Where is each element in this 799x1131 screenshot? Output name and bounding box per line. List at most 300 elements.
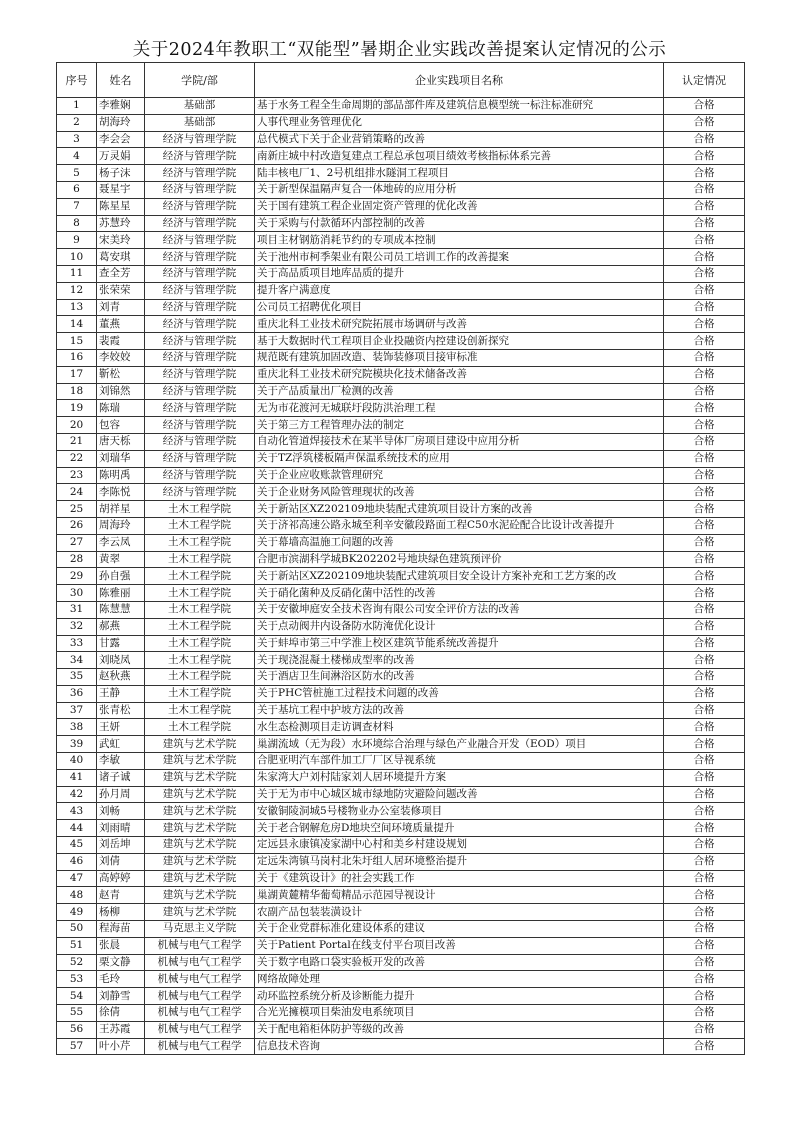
- cell-result: 合格: [664, 534, 745, 551]
- cell-project: 信息技术咨询: [255, 1038, 664, 1055]
- cell-dept: 机械与电气工程学: [145, 1021, 255, 1038]
- table-row: [57, 853, 745, 870]
- cell-project: 动环监控系统分析及诊断能力提升: [255, 988, 664, 1005]
- cell-project: 人事代理业务管理优化: [255, 114, 664, 131]
- cell-project: 基于大数据时代工程项目企业投融资内控建设创新探究: [255, 333, 664, 350]
- cell-project: 关于高品质项目地库品质的提升: [255, 265, 664, 282]
- cell-result: 合格: [664, 1005, 745, 1022]
- table-row: [57, 820, 745, 837]
- table-row: [57, 786, 745, 803]
- cell-project: 关于Patient Portal在线支付平台项目改善: [255, 937, 664, 954]
- cell-no: 27: [57, 534, 97, 551]
- cell-name: 李云凤: [97, 534, 145, 551]
- cell-result: 合格: [664, 988, 745, 1005]
- cell-project: 关于企业党群标准化建设体系的建议: [255, 921, 664, 938]
- table-row: [57, 803, 745, 820]
- cell-result: 合格: [664, 265, 745, 282]
- table-row: [57, 837, 745, 854]
- table-row: [57, 450, 745, 467]
- cell-name: 刘静雪: [97, 988, 145, 1005]
- cell-result: 合格: [664, 349, 745, 366]
- cell-name: 黄翠: [97, 551, 145, 568]
- cell-no: 47: [57, 870, 97, 887]
- table-row: [57, 249, 745, 266]
- cell-name: 王苏霞: [97, 1021, 145, 1038]
- cell-project: 关于企业应收账款管理研究: [255, 467, 664, 484]
- cell-dept: 土木工程学院: [145, 635, 255, 652]
- cell-dept: 建筑与艺术学院: [145, 887, 255, 904]
- header-dept: 学院/部: [145, 63, 255, 98]
- table-row: [57, 988, 745, 1005]
- table-row: [57, 383, 745, 400]
- cell-no: 4: [57, 148, 97, 165]
- table-row: [57, 937, 745, 954]
- cell-no: 14: [57, 316, 97, 333]
- cell-project: 关于池州市柯季架业有限公司员工培训工作的改善提案: [255, 249, 664, 266]
- cell-result: 合格: [664, 299, 745, 316]
- cell-result: 合格: [664, 1021, 745, 1038]
- cell-no: 16: [57, 349, 97, 366]
- cell-result: 合格: [664, 501, 745, 518]
- cell-project: 关于基坑工程中护坡方法的改善: [255, 702, 664, 719]
- cell-dept: 土木工程学院: [145, 501, 255, 518]
- cell-name: 程海苗: [97, 921, 145, 938]
- cell-name: 葛安琪: [97, 249, 145, 266]
- cell-dept: 土木工程学院: [145, 551, 255, 568]
- table-header-row: [57, 63, 745, 98]
- cell-result: 合格: [664, 215, 745, 232]
- table-row: [57, 904, 745, 921]
- cell-project: 陆丰核电厂1、2号机组排水隧洞工程项目: [255, 165, 664, 182]
- table-row: [57, 517, 745, 534]
- cell-project: 关于老合钢解危房D地块空间环境质量提升: [255, 820, 664, 837]
- cell-name: 陈瑞: [97, 400, 145, 417]
- cell-project: 合肥市滨湖科学城BK202202号地块绿色建筑预评价: [255, 551, 664, 568]
- cell-no: 33: [57, 635, 97, 652]
- cell-project: 关于点动阀井内设备防水防淹优化设计: [255, 618, 664, 635]
- cell-no: 11: [57, 265, 97, 282]
- cell-dept: 建筑与艺术学院: [145, 904, 255, 921]
- cell-project: 总代模式下关于企业营销策略的改善: [255, 131, 664, 148]
- cell-dept: 建筑与艺术学院: [145, 753, 255, 770]
- cell-dept: 经济与管理学院: [145, 148, 255, 165]
- cell-project: 合光光擁模项目柴油发电系统项目: [255, 1005, 664, 1022]
- cell-project: 南新庄城中村改造复建点工程总承包项目绩效考核指标体系完善: [255, 148, 664, 165]
- cell-dept: 机械与电气工程学: [145, 954, 255, 971]
- table-row: [57, 736, 745, 753]
- cell-result: 合格: [664, 114, 745, 131]
- cell-name: 叶小芹: [97, 1038, 145, 1055]
- table-row: [57, 333, 745, 350]
- cell-result: 合格: [664, 669, 745, 686]
- table-row: [57, 349, 745, 366]
- cell-result: 合格: [664, 702, 745, 719]
- cell-project: 水生态检测项目走访调查材料: [255, 719, 664, 736]
- cell-dept: 经济与管理学院: [145, 450, 255, 467]
- table-row: [57, 165, 745, 182]
- cell-no: 2: [57, 114, 97, 131]
- cell-project: 朱家湾大户刘村陆家刘人居环境提升方案: [255, 769, 664, 786]
- cell-name: 张青松: [97, 702, 145, 719]
- cell-no: 55: [57, 1005, 97, 1022]
- cell-name: 董燕: [97, 316, 145, 333]
- cell-project: 重庆北科工业技术研究院拓展市场调研与改善: [255, 316, 664, 333]
- cell-dept: 土木工程学院: [145, 618, 255, 635]
- cell-dept: 建筑与艺术学院: [145, 769, 255, 786]
- cell-project: 关于第三方工程管理办法的制定: [255, 417, 664, 434]
- cell-name: 王静: [97, 685, 145, 702]
- cell-name: 李陈悦: [97, 484, 145, 501]
- cell-dept: 经济与管理学院: [145, 165, 255, 182]
- cell-result: 合格: [664, 148, 745, 165]
- table-row: [57, 198, 745, 215]
- header-project: 企业实践项目名称: [255, 63, 664, 98]
- cell-dept: 经济与管理学院: [145, 316, 255, 333]
- table-row: [57, 702, 745, 719]
- cell-dept: 经济与管理学院: [145, 265, 255, 282]
- cell-project: 关于蚌埠市第三中学淮上校区建筑节能系统改善提升: [255, 635, 664, 652]
- table-row: [57, 971, 745, 988]
- cell-project: 巢湖流域（无为段）水环境综合治理与绿色产业融合开发（EOD）项目: [255, 736, 664, 753]
- cell-result: 合格: [664, 433, 745, 450]
- cell-project: 关于安徽坤庭安全技术咨询有限公司安全评价方法的改善: [255, 601, 664, 618]
- cell-name: 孙自强: [97, 568, 145, 585]
- cell-project: 关于现浇混凝土楼梯成型率的改善: [255, 652, 664, 669]
- table-row: [57, 585, 745, 602]
- table-row: [57, 215, 745, 232]
- cell-dept: 土木工程学院: [145, 534, 255, 551]
- cell-result: 合格: [664, 484, 745, 501]
- table-row: [57, 652, 745, 669]
- cell-name: 诸子诚: [97, 769, 145, 786]
- cell-result: 合格: [664, 853, 745, 870]
- cell-result: 合格: [664, 198, 745, 215]
- cell-name: 陈雅丽: [97, 585, 145, 602]
- cell-project: 关于幕墙高温施工问题的改善: [255, 534, 664, 551]
- table-row: [57, 181, 745, 198]
- cell-no: 32: [57, 618, 97, 635]
- cell-result: 合格: [664, 719, 745, 736]
- table-row: [57, 1038, 745, 1055]
- cell-no: 7: [57, 198, 97, 215]
- cell-no: 21: [57, 433, 97, 450]
- cell-result: 合格: [664, 652, 745, 669]
- cell-dept: 经济与管理学院: [145, 181, 255, 198]
- cell-project: 安徽铜陵洞城5号楼物业办公室装修项目: [255, 803, 664, 820]
- cell-project: 关于《建筑设计》的社会实践工作: [255, 870, 664, 887]
- cell-result: 合格: [664, 870, 745, 887]
- cell-name: 陈明禹: [97, 467, 145, 484]
- table-row: [57, 114, 745, 131]
- cell-dept: 土木工程学院: [145, 669, 255, 686]
- cell-name: 李会会: [97, 131, 145, 148]
- cell-dept: 经济与管理学院: [145, 215, 255, 232]
- cell-project: 农副产品包装装潢设计: [255, 904, 664, 921]
- cell-name: 李敏: [97, 753, 145, 770]
- cell-dept: 土木工程学院: [145, 702, 255, 719]
- cell-dept: 经济与管理学院: [145, 417, 255, 434]
- cell-name: 靳松: [97, 366, 145, 383]
- header-name: 姓名: [97, 63, 145, 98]
- cell-dept: 经济与管理学院: [145, 467, 255, 484]
- cell-name: 陈慧慧: [97, 601, 145, 618]
- table-row: [57, 635, 745, 652]
- table-row: [57, 131, 745, 148]
- cell-project: 基于水务工程全生命周期的部品部件库及建筑信息模型统一标注标准研究: [255, 98, 664, 115]
- cell-dept: 基础部: [145, 98, 255, 115]
- cell-no: 6: [57, 181, 97, 198]
- cell-project: 关于采购与付款循环内部控制的改善: [255, 215, 664, 232]
- cell-result: 合格: [664, 685, 745, 702]
- cell-project: 关于硝化菌种及反硝化菌中活性的改善: [255, 585, 664, 602]
- cell-name: 宋美玲: [97, 232, 145, 249]
- cell-result: 合格: [664, 568, 745, 585]
- page-title: 关于2024年教职工“双能型”暑期企业实践改善提案认定情况的公示: [132, 40, 667, 60]
- cell-name: 苏慧玲: [97, 215, 145, 232]
- table-row: [57, 501, 745, 518]
- cell-result: 合格: [664, 249, 745, 266]
- cell-project: 关于配电箱柜体防护等级的改善: [255, 1021, 664, 1038]
- cell-no: 37: [57, 702, 97, 719]
- cell-name: 赵秋燕: [97, 669, 145, 686]
- cell-result: 合格: [664, 181, 745, 198]
- cell-dept: 建筑与艺术学院: [145, 736, 255, 753]
- cell-name: 刘晓凤: [97, 652, 145, 669]
- cell-name: 李姣姣: [97, 349, 145, 366]
- table-row: [57, 1021, 745, 1038]
- cell-result: 合格: [664, 165, 745, 182]
- cell-result: 合格: [664, 467, 745, 484]
- cell-dept: 经济与管理学院: [145, 400, 255, 417]
- cell-result: 合格: [664, 383, 745, 400]
- cell-dept: 土木工程学院: [145, 601, 255, 618]
- table-row: [57, 98, 745, 115]
- cell-no: 54: [57, 988, 97, 1005]
- cell-project: 自动化管道焊接技术在某半导体厂房项目建设中应用分析: [255, 433, 664, 450]
- cell-project: 无为市花渡河无城联圩段防洪治理工程: [255, 400, 664, 417]
- cell-no: 26: [57, 517, 97, 534]
- cell-dept: 经济与管理学院: [145, 349, 255, 366]
- cell-result: 合格: [664, 585, 745, 602]
- cell-name: 刘青: [97, 299, 145, 316]
- cell-dept: 建筑与艺术学院: [145, 803, 255, 820]
- cell-name: 刘倩: [97, 853, 145, 870]
- cell-dept: 土木工程学院: [145, 517, 255, 534]
- cell-no: 53: [57, 971, 97, 988]
- table-row: [57, 601, 745, 618]
- cell-dept: 土木工程学院: [145, 585, 255, 602]
- cell-no: 8: [57, 215, 97, 232]
- cell-name: 孙月周: [97, 786, 145, 803]
- cell-project: 关于济祁高速公路永城至利辛安徽段路面工程C50水泥砼配合比设计改善提升: [255, 517, 664, 534]
- table-row: [57, 618, 745, 635]
- cell-no: 43: [57, 803, 97, 820]
- cell-result: 合格: [664, 753, 745, 770]
- table-row: [57, 870, 745, 887]
- cell-dept: 经济与管理学院: [145, 366, 255, 383]
- cell-no: 50: [57, 921, 97, 938]
- cell-dept: 马克思主义学院: [145, 921, 255, 938]
- cell-name: 包容: [97, 417, 145, 434]
- cell-no: 46: [57, 853, 97, 870]
- cell-project: 关于TZ浮筑楼板隔声保温系统技术的应用: [255, 450, 664, 467]
- table-row: [57, 753, 745, 770]
- cell-name: 栗文静: [97, 954, 145, 971]
- cell-name: 刘雨晴: [97, 820, 145, 837]
- header-result: 认定情况: [664, 63, 745, 98]
- cell-dept: 经济与管理学院: [145, 249, 255, 266]
- cell-no: 19: [57, 400, 97, 417]
- cell-dept: 建筑与艺术学院: [145, 837, 255, 854]
- cell-no: 28: [57, 551, 97, 568]
- cell-result: 合格: [664, 786, 745, 803]
- cell-no: 25: [57, 501, 97, 518]
- cell-result: 合格: [664, 635, 745, 652]
- cell-no: 48: [57, 887, 97, 904]
- cell-result: 合格: [664, 904, 745, 921]
- table-row: [57, 282, 745, 299]
- table-row: [57, 433, 745, 450]
- cell-result: 合格: [664, 232, 745, 249]
- table-row: [57, 719, 745, 736]
- cell-project: 公司员工招聘优化项目: [255, 299, 664, 316]
- cell-no: 22: [57, 450, 97, 467]
- cell-no: 52: [57, 954, 97, 971]
- cell-dept: 经济与管理学院: [145, 433, 255, 450]
- cell-no: 9: [57, 232, 97, 249]
- cell-name: 高婷婷: [97, 870, 145, 887]
- cell-name: 聂星宇: [97, 181, 145, 198]
- cell-result: 合格: [664, 769, 745, 786]
- cell-no: 38: [57, 719, 97, 736]
- cell-dept: 土木工程学院: [145, 719, 255, 736]
- cell-project: 网络故障处理: [255, 971, 664, 988]
- table-row: [57, 669, 745, 686]
- cell-no: 10: [57, 249, 97, 266]
- cell-no: 20: [57, 417, 97, 434]
- cell-dept: 建筑与艺术学院: [145, 820, 255, 837]
- cell-name: 万灵娟: [97, 148, 145, 165]
- cell-no: 39: [57, 736, 97, 753]
- cell-dept: 土木工程学院: [145, 685, 255, 702]
- cell-name: 张荣荣: [97, 282, 145, 299]
- cell-no: 24: [57, 484, 97, 501]
- cell-dept: 建筑与艺术学院: [145, 786, 255, 803]
- cell-name: 裴霞: [97, 333, 145, 350]
- cell-no: 18: [57, 383, 97, 400]
- table-row: [57, 685, 745, 702]
- cell-result: 合格: [664, 921, 745, 938]
- table-row: [57, 769, 745, 786]
- cell-no: 49: [57, 904, 97, 921]
- cell-name: 李雅娴: [97, 98, 145, 115]
- cell-name: 杨柳: [97, 904, 145, 921]
- cell-no: 31: [57, 601, 97, 618]
- cell-dept: 机械与电气工程学: [145, 988, 255, 1005]
- cell-no: 35: [57, 669, 97, 686]
- cell-name: 查全芳: [97, 265, 145, 282]
- cell-name: 刘岳坤: [97, 837, 145, 854]
- cell-result: 合格: [664, 450, 745, 467]
- table-row: [57, 265, 745, 282]
- table-row: [57, 921, 745, 938]
- cell-result: 合格: [664, 971, 745, 988]
- cell-result: 合格: [664, 803, 745, 820]
- cell-result: 合格: [664, 333, 745, 350]
- cell-dept: 建筑与艺术学院: [145, 853, 255, 870]
- cell-result: 合格: [664, 551, 745, 568]
- cell-name: 王妍: [97, 719, 145, 736]
- table-row: [57, 148, 745, 165]
- cell-result: 合格: [664, 601, 745, 618]
- table-row: [57, 400, 745, 417]
- cell-dept: 经济与管理学院: [145, 299, 255, 316]
- cell-no: 29: [57, 568, 97, 585]
- cell-name: 毛玲: [97, 971, 145, 988]
- cell-name: 刘瑞华: [97, 450, 145, 467]
- table-row: [57, 568, 745, 585]
- cell-no: 40: [57, 753, 97, 770]
- cell-project: 关于新站区XZ202109地块装配式建筑项目设计方案的改善: [255, 501, 664, 518]
- table-row: [57, 954, 745, 971]
- cell-dept: 经济与管理学院: [145, 383, 255, 400]
- cell-result: 合格: [664, 98, 745, 115]
- cell-result: 合格: [664, 517, 745, 534]
- table-row: [57, 887, 745, 904]
- cell-result: 合格: [664, 736, 745, 753]
- cell-name: 唐天栎: [97, 433, 145, 450]
- cell-name: 胡海玲: [97, 114, 145, 131]
- table-row: [57, 417, 745, 434]
- cell-project: 重庆北科工业技术研究院模块化技术储备改善: [255, 366, 664, 383]
- table-row: [57, 232, 745, 249]
- cell-result: 合格: [664, 937, 745, 954]
- cell-dept: 机械与电气工程学: [145, 937, 255, 954]
- cell-dept: 经济与管理学院: [145, 333, 255, 350]
- results-table: [56, 62, 745, 1055]
- cell-no: 44: [57, 820, 97, 837]
- cell-no: 34: [57, 652, 97, 669]
- cell-name: 刘锦然: [97, 383, 145, 400]
- cell-dept: 经济与管理学院: [145, 232, 255, 249]
- cell-dept: 机械与电气工程学: [145, 1038, 255, 1055]
- cell-dept: 经济与管理学院: [145, 198, 255, 215]
- cell-name: 杨子沫: [97, 165, 145, 182]
- cell-name: 赵青: [97, 887, 145, 904]
- cell-project: 合肥亚明汽车部件加工厂厂区导视系统: [255, 753, 664, 770]
- table-row: [57, 467, 745, 484]
- table-row: [57, 366, 745, 383]
- cell-result: 合格: [664, 417, 745, 434]
- cell-project: 项目主材钢筋消耗节约的专项成本控制: [255, 232, 664, 249]
- cell-name: 徐倩: [97, 1005, 145, 1022]
- cell-project: 定远朱湾镇马岗村北朱圩组人居环境整治提升: [255, 853, 664, 870]
- cell-dept: 机械与电气工程学: [145, 971, 255, 988]
- cell-result: 合格: [664, 887, 745, 904]
- cell-project: 关于新型保温隔声复合一体地砖的应用分析: [255, 181, 664, 198]
- cell-project: 关于酒店卫生间淋浴区防水的改善: [255, 669, 664, 686]
- cell-result: 合格: [664, 316, 745, 333]
- table-row: [57, 1005, 745, 1022]
- cell-project: 关于企业财务风险管理现状的改善: [255, 484, 664, 501]
- cell-no: 23: [57, 467, 97, 484]
- cell-no: 36: [57, 685, 97, 702]
- cell-name: 周海玲: [97, 517, 145, 534]
- cell-dept: 经济与管理学院: [145, 484, 255, 501]
- cell-dept: 基础部: [145, 114, 255, 131]
- cell-no: 15: [57, 333, 97, 350]
- cell-dept: 土木工程学院: [145, 568, 255, 585]
